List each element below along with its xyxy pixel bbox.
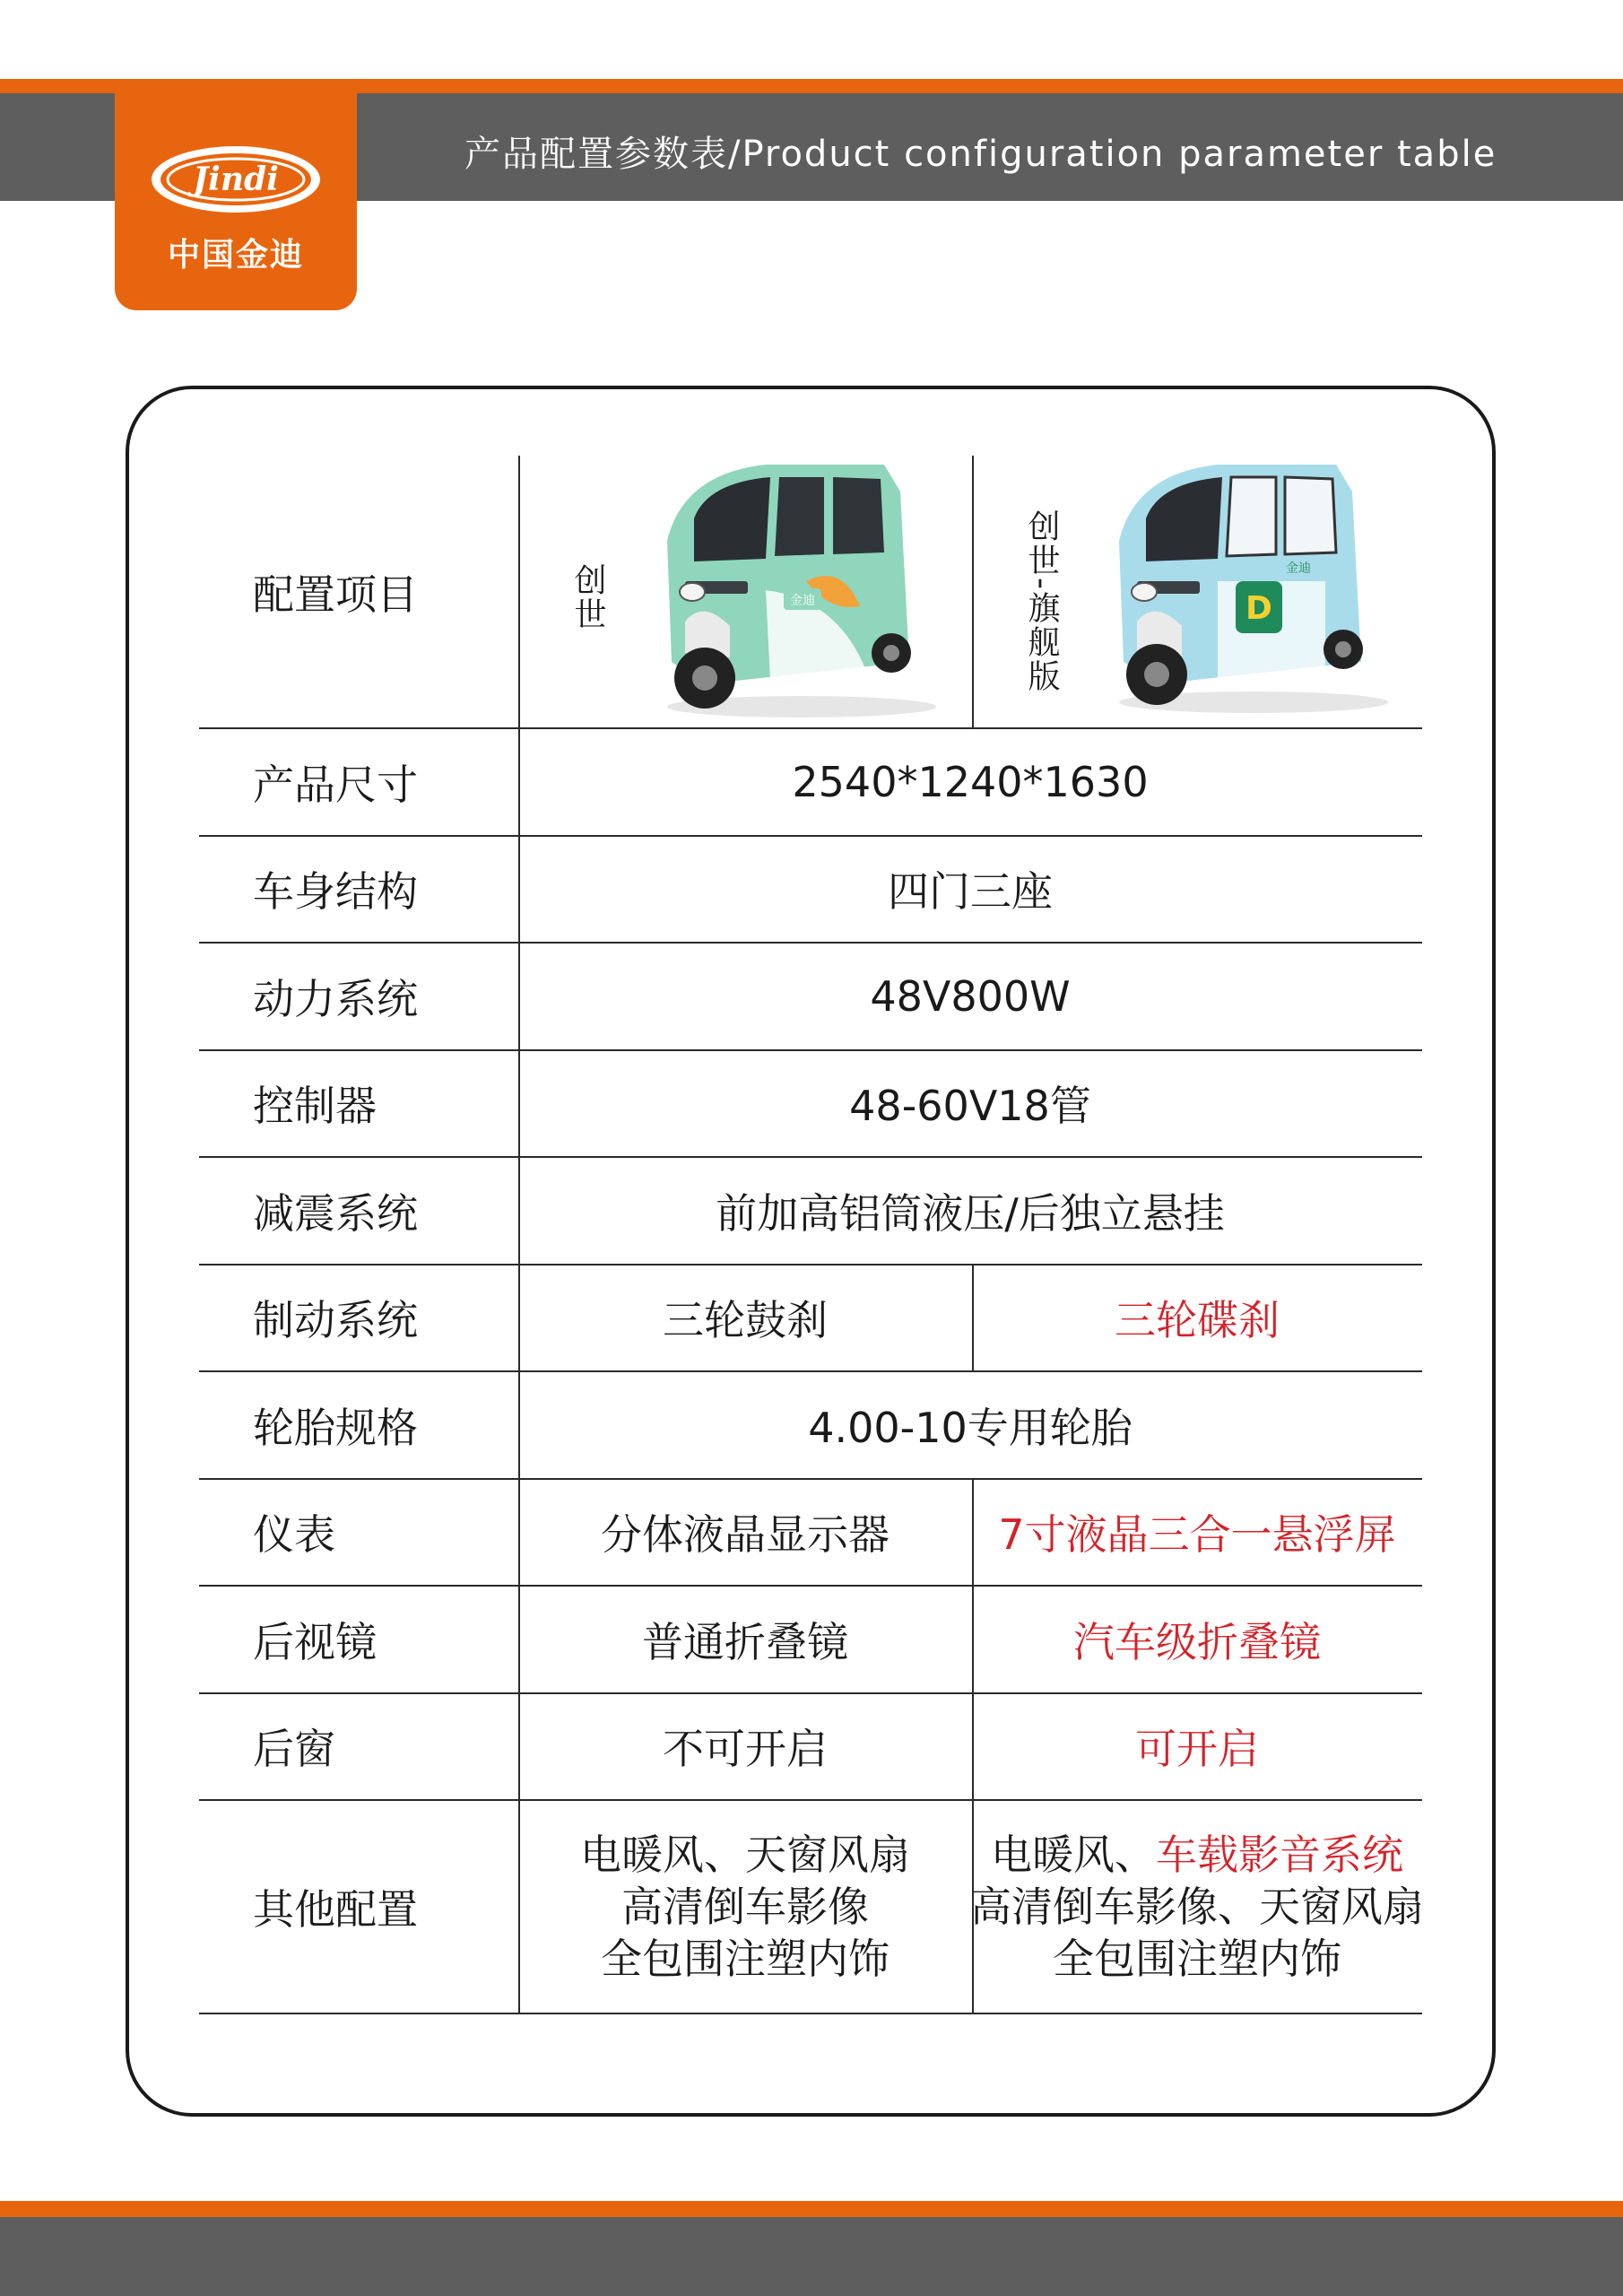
row-value-standard: 普通折叠镜 <box>642 1617 848 1666</box>
footer-accent-bar <box>0 2201 1623 2217</box>
jindi-emblem-icon <box>147 142 325 217</box>
other-flagship-line: 高清倒车影像、天窗风扇 <box>970 1883 1424 1931</box>
product-image-chuangshi <box>631 456 945 725</box>
other-standard-line: 全包围注塑内饰 <box>601 1935 890 1983</box>
table-row <box>199 729 1422 837</box>
table-row <box>199 1051 1422 1159</box>
row-value-flagship: 7寸液晶三合一悬浮屏 <box>998 1510 1396 1560</box>
footer-bar <box>0 2217 1623 2296</box>
product-name-chuangshi: 创世 <box>569 563 606 631</box>
row-label: 轮胎规格 <box>253 1403 418 1452</box>
row-label: 产品尺寸 <box>253 760 418 809</box>
row-label: 仪表 <box>253 1510 335 1560</box>
other-standard <box>518 1801 972 2013</box>
row-label: 制动系统 <box>253 1296 418 1345</box>
brand-logo <box>115 79 357 310</box>
car-decal-text: 金迪 <box>1286 561 1311 576</box>
row-value: 48V800W <box>870 971 1071 1021</box>
product-name-flagship: 创世-旗舰版 <box>1023 509 1060 693</box>
row-value: 前加高铝筒液压/后独立悬挂 <box>716 1188 1225 1238</box>
page-title: 产品配置参数表/Product configuration parameter table <box>464 134 1497 175</box>
table-row-other <box>199 1801 1422 2014</box>
table-row <box>199 837 1422 944</box>
row-label: 其他配置 <box>253 1885 418 1934</box>
logo-chinese-text: 中国金迪 <box>167 237 304 274</box>
svg-text:D: D <box>1245 590 1272 627</box>
row-label: 后视镜 <box>253 1617 377 1666</box>
other-flagship-line1-highlight: 车载影音系统 <box>1156 1831 1403 1879</box>
other-flagship-line1-prefix: 电暖风、 <box>991 1831 1156 1879</box>
row-value-standard: 分体液晶显示器 <box>601 1510 890 1560</box>
other-flagship-line: 全包围注塑内饰 <box>1053 1935 1341 1983</box>
row-label: 后窗 <box>253 1725 335 1774</box>
other-standard-line: 高清倒车影像 <box>621 1883 869 1931</box>
row-value-flagship: 汽车级折叠镜 <box>1073 1617 1321 1666</box>
row-value-standard: 不可开启 <box>663 1725 828 1774</box>
table-row <box>199 1694 1422 1802</box>
table-row <box>199 1158 1422 1265</box>
row-label: 控制器 <box>253 1082 377 1131</box>
product-image-flagship <box>1083 456 1397 725</box>
table-row <box>199 1480 1422 1587</box>
row-value: 48-60V18管 <box>849 1082 1091 1131</box>
row-value: 2540*1240*1630 <box>792 757 1149 806</box>
row-value: 4.00-10专用轮胎 <box>808 1403 1133 1452</box>
other-flagship <box>972 1801 1422 2013</box>
table-row <box>199 1265 1422 1373</box>
table-header-row <box>199 456 1422 729</box>
table-row <box>199 1587 1422 1694</box>
row-label: 车身结构 <box>253 867 418 917</box>
row-value-flagship: 可开启 <box>1135 1725 1259 1774</box>
other-flagship-line <box>991 1829 1403 1881</box>
row-label: 减震系统 <box>253 1188 418 1238</box>
car-decal-text: 金迪 <box>790 594 815 608</box>
table-row <box>199 944 1422 1051</box>
table-row <box>199 1372 1422 1480</box>
column-divider <box>518 456 520 727</box>
column-divider <box>972 456 974 727</box>
row-value-flagship: 三轮碟刹 <box>1115 1296 1280 1345</box>
spec-table <box>199 456 1422 2014</box>
logo-script-text: Jindi <box>193 161 279 198</box>
row-value-standard: 三轮鼓刹 <box>663 1296 828 1345</box>
header-label: 配置项目 <box>253 570 418 619</box>
row-value: 四门三座 <box>888 867 1053 917</box>
row-label: 动力系统 <box>253 974 418 1023</box>
other-standard-line: 电暖风、天窗风扇 <box>580 1831 910 1879</box>
